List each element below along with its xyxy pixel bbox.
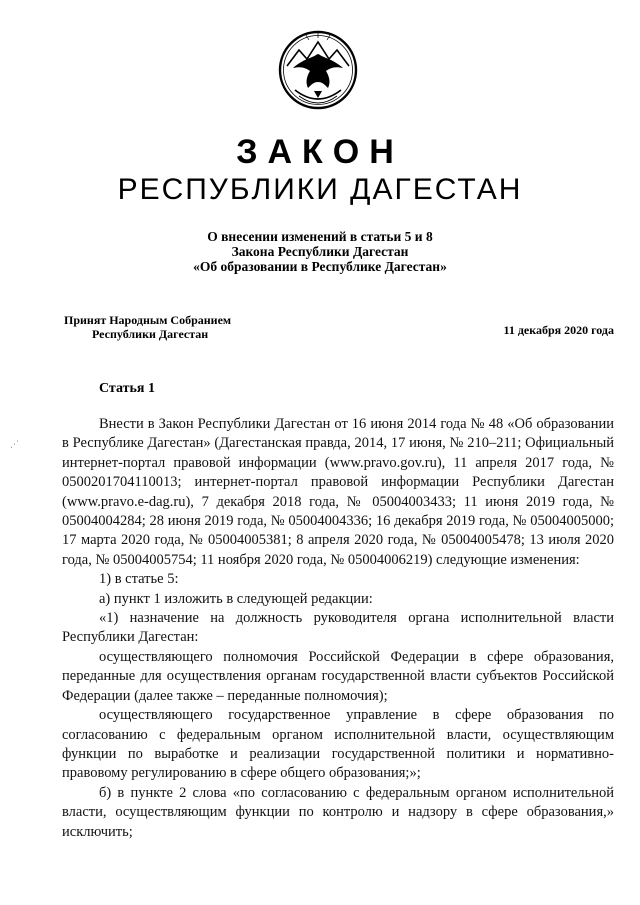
- article-paragraph: «1) назначение на должность руководителя органа исполнительной власти Республики Дагестан:: [62, 610, 614, 646]
- adoption-line: Принят Народным Собранием: [64, 313, 232, 327]
- republic-name: РЕСПУБЛИКИ ДАГЕСТАН: [117, 173, 523, 206]
- adoption-block: [64, 313, 231, 341]
- article-heading: Статья 1: [99, 381, 155, 396]
- article-paragraph: Внести в Закон Республики Дагестан от 16 июня 2014 года № 48 «Об образовании в Республике Дагестан» (Дагестанская правда, 2014, 17 июня, № 210–211; Официальный интернет-портал правовой информации (www.pravo.gov.ru), 11 апреля 2017 года, № 0500201704110013; интернет-портал правовой информации Республики Дагестан (www.pravo.e-dag.ru), 7 декабря 2018 года, № 05004003433; 11 июня 2019 года, № 05004004284; 28 июня 2019 года, № 05004004336; 16 декабря 2019 года, № 05004005000; 17 марта 2020 года, № 05004005381; 8 апреля 2020 года, № 05004005478; 13 июля 2020 года, № 05004005754; 11 ноября 2020 года, № 05004006219) следующие изменения:: [62, 416, 614, 568]
- subtitle-line: О внесении изменений в статьи 5 и 8: [207, 229, 433, 244]
- article-paragraph: осуществляющего государственное управление в сфере образования по согласованию с федеральным органом исполнительной власти, осуществляющим функции по выработке и реализации государственной политики и нормативно-правовому регулированию в сфере общего образования;»;: [62, 707, 614, 782]
- article-paragraph: осуществляющего полномочия Российской Федерации в сфере образования, переданные для осуществления органам государственной власти субъектов Российской Федерации (далее также – переданные полномочия);: [62, 648, 614, 704]
- law-title: ЗАКОН: [236, 133, 404, 171]
- article-paragraph: а) пункт 1 изложить в следующей редакции:: [99, 590, 373, 607]
- adoption-date: 11 декабря 2020 года: [503, 323, 614, 337]
- article-paragraph: 1) в статье 5:: [99, 571, 179, 588]
- margin-mark: ⋰: [10, 440, 19, 450]
- coat-of-arms-emblem: [277, 28, 359, 112]
- subtitle-line: Закона Республики Дагестан: [231, 244, 409, 259]
- law-subtitle: [0, 229, 640, 274]
- subtitle-line: «Об образовании в Республике Дагестан»: [193, 259, 447, 274]
- article-body: [62, 415, 614, 842]
- adoption-line: Республики Дагестан: [92, 327, 209, 341]
- article-paragraph: б) в пункте 2 слова «по согласованию с федеральным органом исполнительной власти, осуществляющим функции по контролю и надзору в сфере образования,» исключить;: [62, 784, 614, 840]
